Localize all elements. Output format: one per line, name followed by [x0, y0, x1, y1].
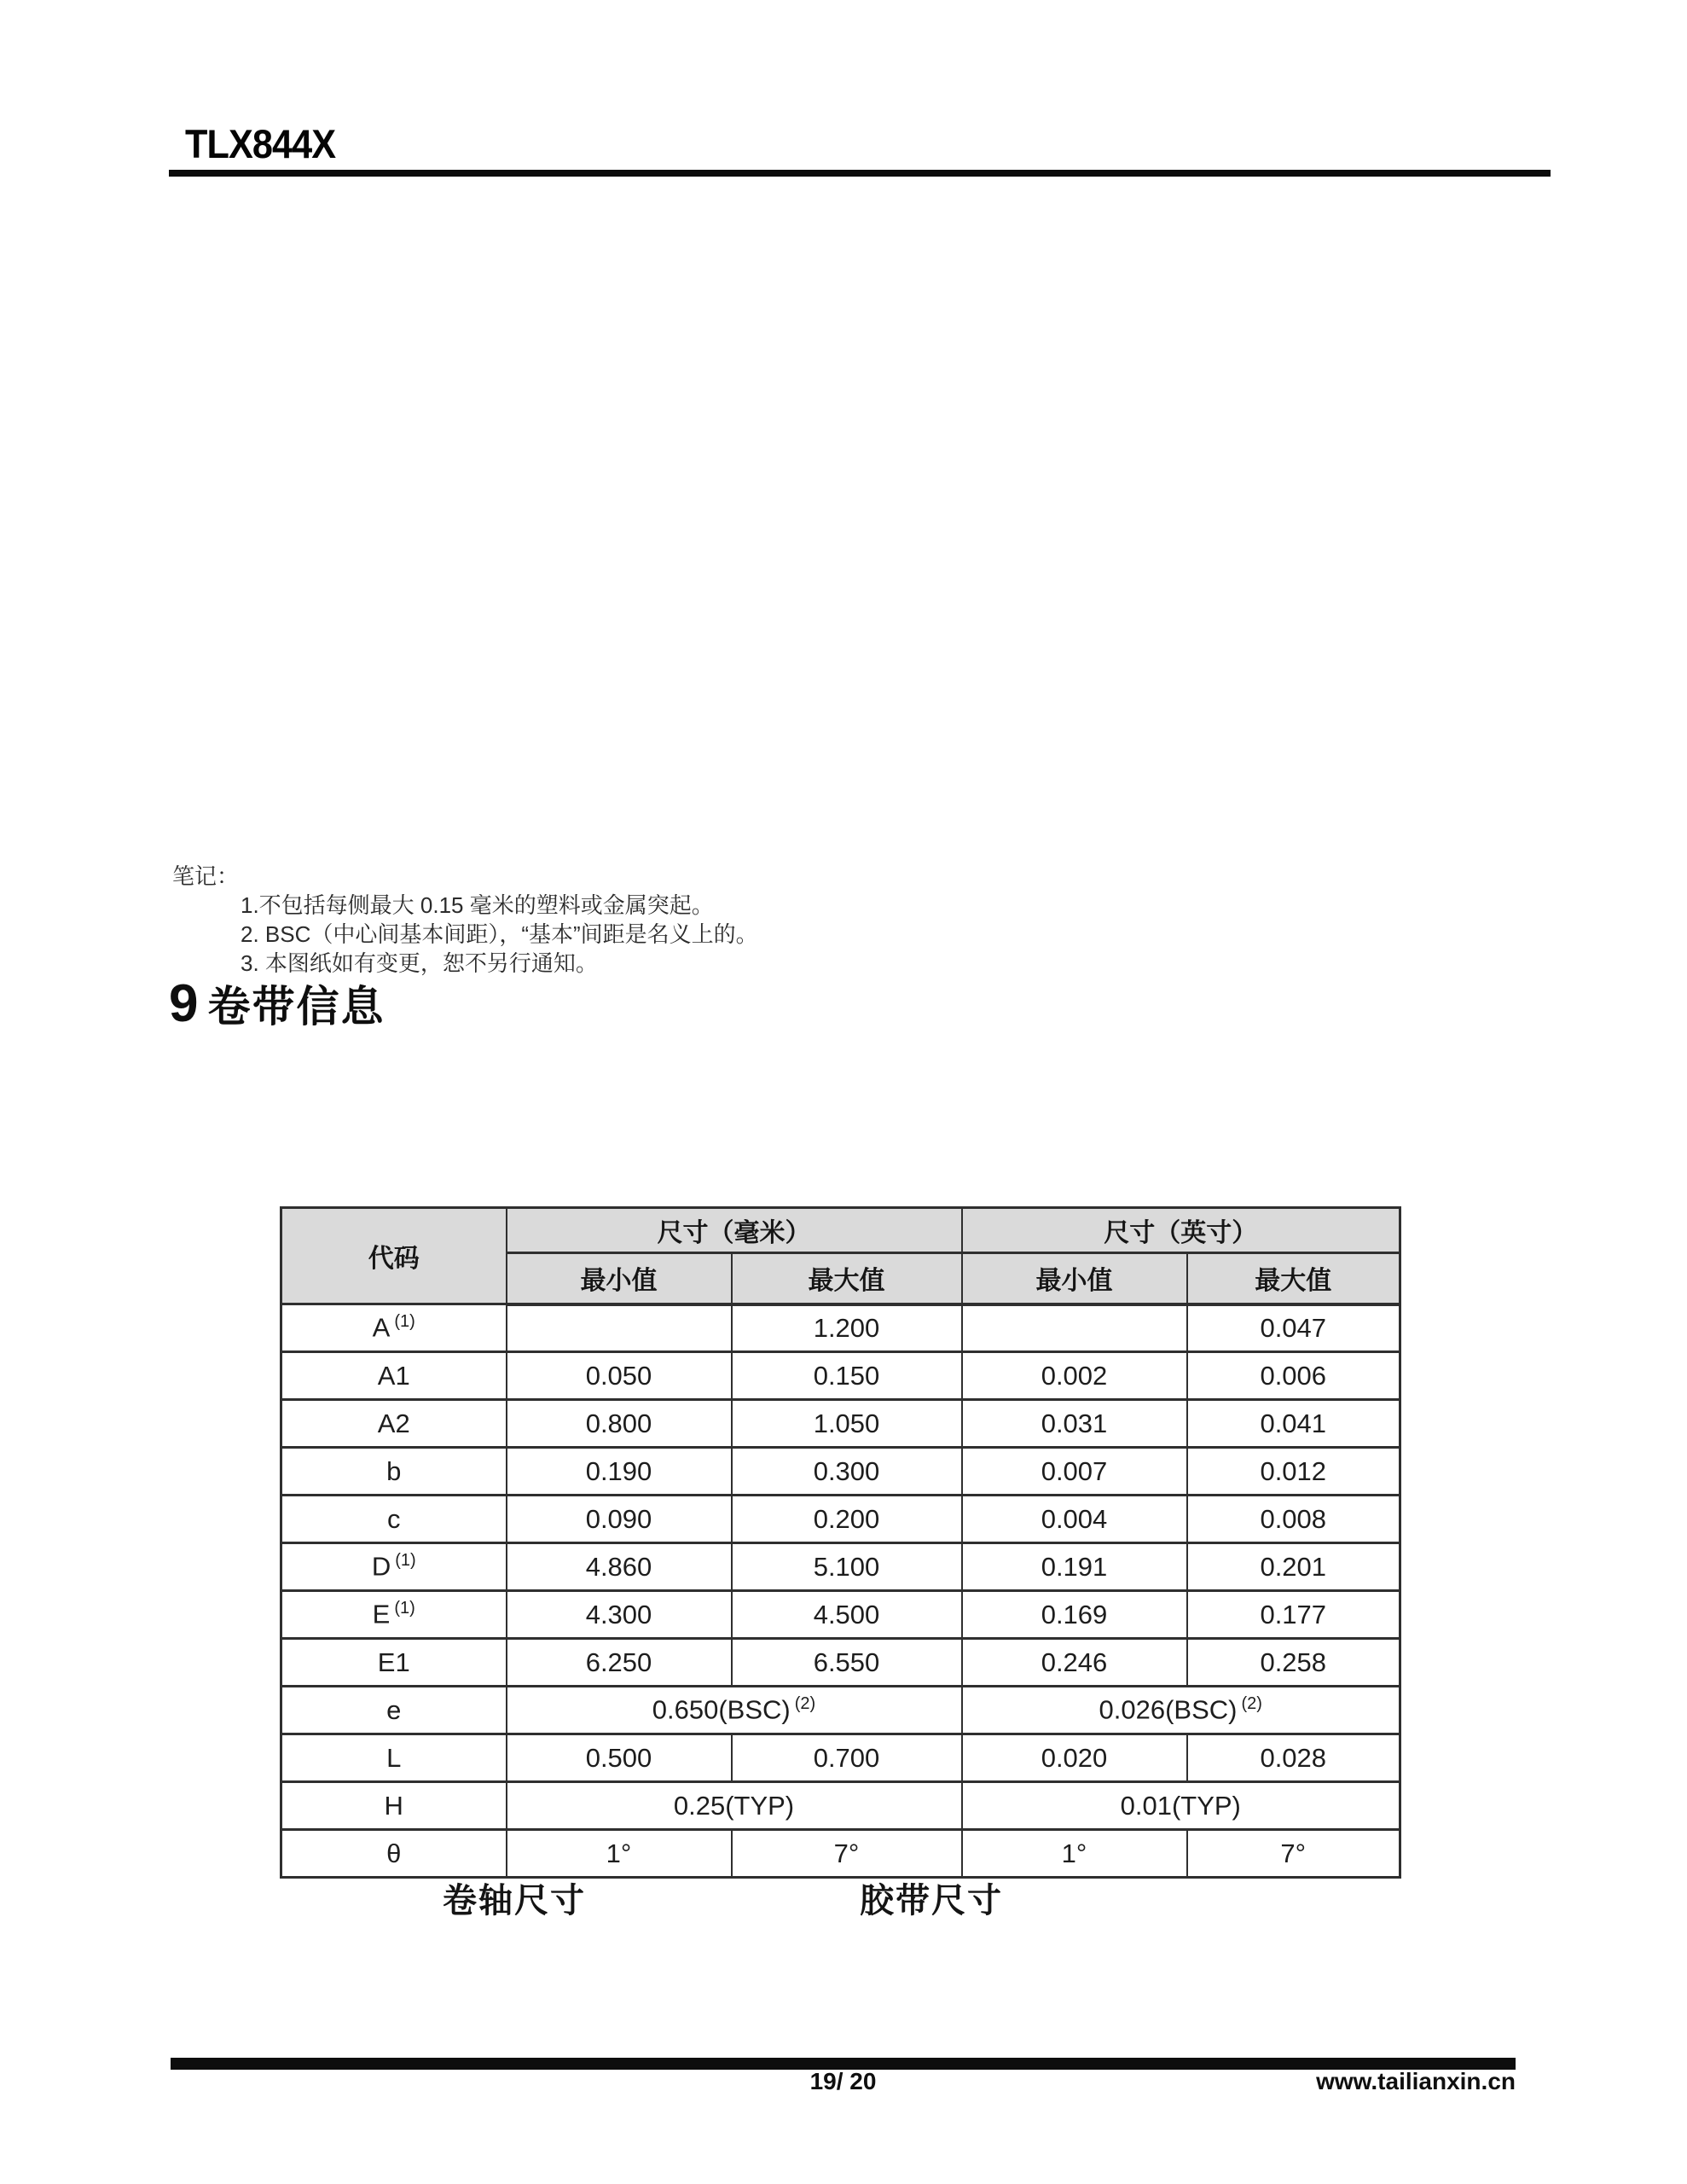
dimension-table — [280, 1206, 1401, 1879]
value-cell: 0.090 — [507, 1496, 732, 1543]
section-number: 9 — [169, 974, 199, 1033]
value-cell: 0.246 — [962, 1639, 1187, 1687]
value-cell: 0.169 — [962, 1591, 1187, 1639]
dimension-table-body — [281, 1304, 1400, 1878]
code-cell: A $^{(1)}$ — [281, 1304, 507, 1352]
value-cell: 7° — [732, 1830, 962, 1878]
code-cell: A2 — [281, 1400, 507, 1448]
notes-block — [172, 862, 758, 978]
value-cell: 6.550 — [732, 1639, 962, 1687]
table-row — [281, 1352, 1400, 1400]
table-row — [281, 1448, 1400, 1496]
table-row — [281, 1591, 1400, 1639]
website-link[interactable]: www.tailianxin.cn — [1316, 2068, 1516, 2094]
dimension-table-head — [281, 1208, 1400, 1304]
value-cell: 0.258 — [1187, 1639, 1400, 1687]
table-row — [281, 1400, 1400, 1448]
value-cell: 0.500 — [507, 1734, 732, 1782]
value-cell: 0.177 — [1187, 1591, 1400, 1639]
value-cell: 1.050 — [732, 1400, 962, 1448]
table-row — [281, 1496, 1400, 1543]
value-cell: 0.012 — [1187, 1448, 1400, 1496]
code-column-header: 代码 — [281, 1208, 507, 1304]
value-cell: 1.200 — [732, 1304, 962, 1352]
value-superscript: (2) — [1241, 1694, 1262, 1714]
mm-group-header: 尺寸（毫米） — [507, 1208, 962, 1253]
value-cell: 0.031 — [962, 1400, 1187, 1448]
table-row — [281, 1782, 1400, 1830]
code-cell: E1 — [281, 1639, 507, 1687]
value-cell: 1° — [962, 1830, 1187, 1878]
doc-title: TLX844X — [185, 121, 336, 166]
value-cell: 0.201 — [1187, 1543, 1400, 1591]
merged-value-cell: 0.026(BSC) $^{(2)}$ — [962, 1687, 1400, 1734]
code-cell: A1 — [281, 1352, 507, 1400]
value-cell: 0.047 — [1187, 1304, 1400, 1352]
table-row — [281, 1687, 1400, 1734]
table-row — [281, 1639, 1400, 1687]
value-cell: 0.004 — [962, 1496, 1187, 1543]
code-cell: c — [281, 1496, 507, 1543]
value-cell: 0.700 — [732, 1734, 962, 1782]
value-cell: 0.041 — [1187, 1400, 1400, 1448]
value-cell: 0.190 — [507, 1448, 732, 1496]
page-number: 19/ 20 — [809, 2068, 877, 2094]
value-cell: 0.300 — [732, 1448, 962, 1496]
value-cell: 4.300 — [507, 1591, 732, 1639]
code-cell: H — [281, 1782, 507, 1830]
inch-max-header: 最大值 — [1187, 1253, 1400, 1304]
section-heading — [169, 974, 386, 1033]
inch-group-header: 尺寸（英寸） — [962, 1208, 1400, 1253]
tape-size-caption: 胶带尺寸 — [860, 1882, 1003, 1920]
value-superscript: (2) — [794, 1694, 816, 1714]
value-cell: 0.028 — [1187, 1734, 1400, 1782]
table-row — [281, 1734, 1400, 1782]
note-item: 1.不包括每侧最大 0.15 毫米的塑料或金属突起。 — [241, 892, 714, 918]
note-item: 3. 本图纸如有变更，恕不另行通知。 — [241, 950, 598, 976]
code-superscript: (1) — [394, 1599, 415, 1618]
merged-value-cell: 0.25(TYP) — [507, 1782, 962, 1830]
mm-max-header: 最大值 — [732, 1253, 962, 1304]
mm-min-header: 最小值 — [507, 1253, 732, 1304]
code-superscript: (1) — [395, 1551, 416, 1571]
value-cell — [962, 1304, 1187, 1352]
value-cell: 0.008 — [1187, 1496, 1400, 1543]
merged-value-cell: 0.01(TYP) — [962, 1782, 1400, 1830]
value-cell: 0.007 — [962, 1448, 1187, 1496]
value-cell: 0.200 — [732, 1496, 962, 1543]
value-cell: 6.250 — [507, 1639, 732, 1687]
value-cell: 0.150 — [732, 1352, 962, 1400]
inch-min-header: 最小值 — [962, 1253, 1187, 1304]
value-cell: 0.020 — [962, 1734, 1187, 1782]
value-cell: 5.100 — [732, 1543, 962, 1591]
table-header-group-row — [281, 1208, 1400, 1253]
merged-value-cell: 0.650(BSC) $^{(2)}$ — [507, 1687, 962, 1734]
value-cell: 1° — [507, 1830, 732, 1878]
note-item: 2. BSC（中心间基本间距），“基本”间距是名义上的。 — [241, 921, 758, 947]
value-cell: 0.006 — [1187, 1352, 1400, 1400]
notes-label: 笔记： — [172, 863, 240, 889]
value-cell: 7° — [1187, 1830, 1400, 1878]
value-cell: 4.860 — [507, 1543, 732, 1591]
table-row — [281, 1830, 1400, 1878]
notes-items — [241, 891, 758, 978]
table-row — [281, 1304, 1400, 1352]
table-row — [281, 1543, 1400, 1591]
code-cell: L — [281, 1734, 507, 1782]
code-cell: D $^{(1)}$ — [281, 1543, 507, 1591]
section-title: 卷带信息 — [207, 983, 386, 1031]
title-rule — [169, 170, 1551, 177]
value-cell: 4.500 — [732, 1591, 962, 1639]
value-cell: 0.050 — [507, 1352, 732, 1400]
code-cell: b — [281, 1448, 507, 1496]
value-cell: 0.002 — [962, 1352, 1187, 1400]
reel-size-caption: 卷轴尺寸 — [443, 1882, 586, 1920]
code-cell: θ — [281, 1830, 507, 1878]
dimension-table-wrap — [280, 1206, 1401, 1879]
value-cell: 0.800 — [507, 1400, 732, 1448]
code-superscript: (1) — [394, 1312, 415, 1332]
code-cell: e — [281, 1687, 507, 1734]
value-cell — [507, 1304, 732, 1352]
code-cell: E $^{(1)}$ — [281, 1591, 507, 1639]
value-cell: 0.191 — [962, 1543, 1187, 1591]
